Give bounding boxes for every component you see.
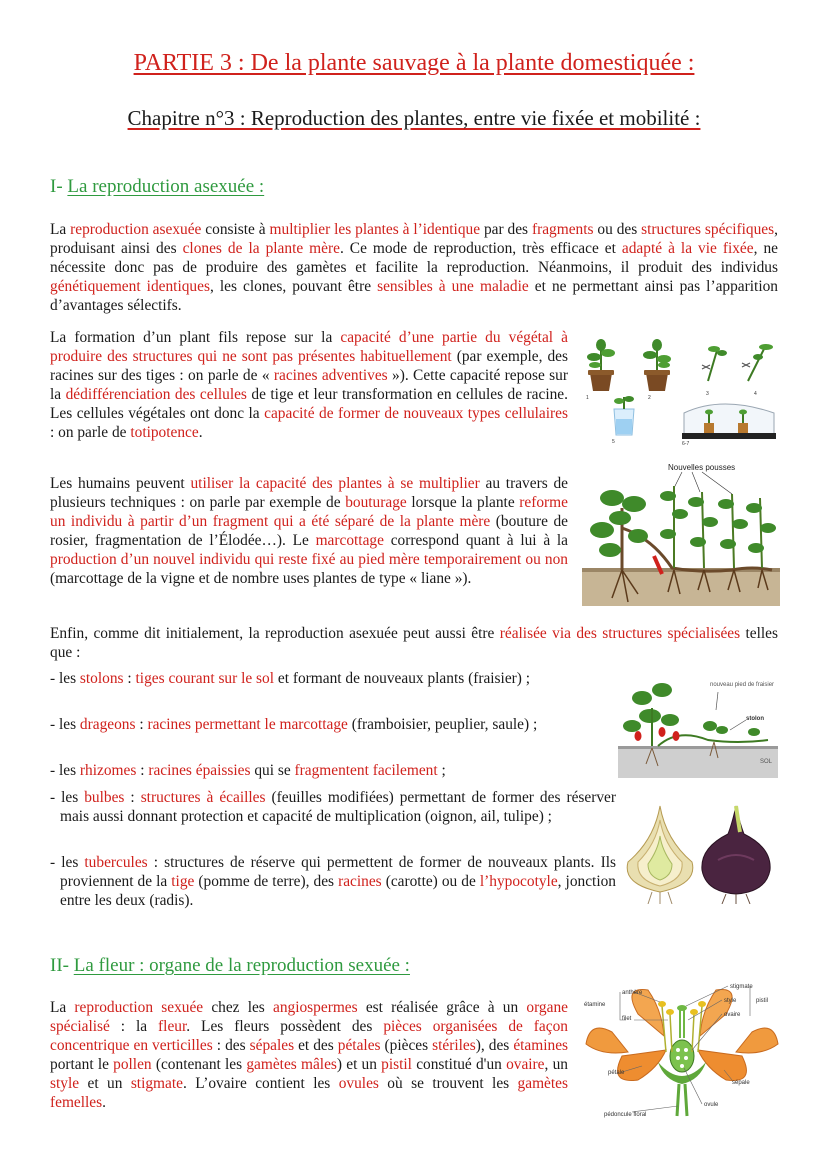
section-1-title: La reproduction asexuée :	[67, 176, 265, 197]
list-item-bulbes	[50, 788, 616, 826]
highlighted-term: multiplier les plantes à l’identique	[269, 221, 481, 238]
text-run: - les	[50, 762, 80, 779]
pot-plant-icon	[587, 339, 615, 391]
highlighted-term: racines épaissies	[148, 762, 251, 779]
layering-figure	[582, 458, 780, 606]
highlighted-term: sépales	[249, 1037, 295, 1054]
label-petale: pétale	[608, 1070, 625, 1076]
highlighted-term: gamètes mâles	[246, 1056, 337, 1073]
highlighted-term: clones de la plante mère	[182, 240, 340, 257]
label-ovule: ovule	[704, 1102, 719, 1108]
highlighted-term: fragmentent facilement	[294, 762, 438, 779]
highlighted-term: racines permettant le marcottage	[147, 716, 348, 733]
highlighted-term: reproduction sexuée	[74, 999, 204, 1016]
highlighted-term: fleur	[158, 1018, 187, 1035]
highlighted-term: production d’un nouvel individu qui reste fixé au pied mère temporairement ou non	[50, 551, 568, 568]
section-1-heading	[50, 176, 264, 198]
section-2-heading	[50, 955, 410, 977]
highlighted-term: structures à écailles	[140, 789, 266, 806]
section-2-title: La fleur : organe de la reproduction sexuée :	[73, 955, 410, 976]
text-run: :	[135, 716, 148, 733]
highlighted-term: bouturage	[345, 494, 407, 511]
flower-illustration	[586, 990, 778, 1117]
text-run: et ne permettant ainsi pas l’apparition d’avantages sélectifs.	[50, 278, 778, 314]
text-run: - les	[50, 854, 85, 871]
text-run: :	[124, 789, 141, 806]
step-label: 2	[648, 395, 651, 401]
stolon-label: stolon	[746, 716, 764, 722]
highlighted-term: drageons	[79, 716, 136, 733]
highlighted-term: adapté à la vie fixée	[621, 240, 754, 257]
step-label: 6-7	[682, 441, 690, 447]
highlighted-term: stigmate	[130, 1075, 183, 1092]
text-run: La	[50, 221, 71, 238]
bulbs-figure	[622, 800, 778, 904]
label-pedoncule: pédoncule floral	[604, 1112, 647, 1118]
pot-plant-icon	[643, 339, 671, 391]
highlighted-term: gamètes femelles	[50, 1075, 568, 1111]
text-run: - les	[50, 716, 80, 733]
text-run: portant le	[50, 1056, 114, 1073]
text-run: consiste à	[201, 221, 270, 238]
paragraph-flower	[50, 998, 568, 1112]
text-run: . Les fleurs possèdent des	[186, 1018, 384, 1035]
highlighted-term: totipotence	[130, 424, 199, 441]
text-run: (marcottage de la vigne et de nombre uses plantes de type « liane »).	[50, 570, 472, 587]
highlighted-term: racines adventives	[273, 367, 388, 384]
text-run: de tige et leur transformation en cellules de racine. Les cellules végétales ont donc la	[50, 386, 568, 422]
text-run: , les clones, pouvant être	[209, 278, 378, 295]
highlighted-term: tige	[171, 873, 195, 890]
paragraph-totipotence	[50, 328, 568, 442]
highlighted-term: capacité de former de nouveaux types cellulaires	[264, 405, 568, 422]
cut-stem-icon	[742, 344, 773, 381]
text-run: »). Cette capacité repose sur la	[50, 367, 568, 403]
highlighted-term: sensibles à une maladie	[377, 278, 529, 295]
text-run: (contenant les	[151, 1056, 247, 1073]
highlighted-term: utiliser la capacité des plantes à se multiplier	[190, 475, 480, 492]
cut-stem-icon	[702, 346, 727, 381]
list-item-tubercules	[50, 853, 616, 910]
text-run: La	[50, 999, 75, 1016]
text-run: (feuilles modifiées) permettant de former des réserver mais aussi donnant protection et capacité de multiplication (oignon, ail, tulipe) ;	[60, 789, 616, 825]
paragraph-cuttings-layering	[50, 474, 568, 588]
text-run: et des	[294, 1037, 338, 1054]
text-run: : structures de réserve qui permettent de former de nouveaux plants. Ils proviennent de la	[60, 854, 616, 890]
highlighted-term: tiges courant sur le sol	[135, 670, 275, 687]
text-run: où se trouvent les	[378, 1075, 518, 1092]
step-label: 1	[586, 395, 589, 401]
text-run: , un	[544, 1056, 568, 1073]
highlighted-term: stolons	[79, 670, 124, 687]
water-glass-icon	[614, 396, 634, 435]
text-run: :	[123, 670, 136, 687]
highlighted-term: marcottage	[315, 532, 384, 549]
stolon-figure	[618, 668, 778, 778]
list-item-stolons	[50, 669, 616, 688]
text-run: ou des	[593, 221, 642, 238]
highlighted-term: pétales	[337, 1037, 381, 1054]
text-run: . Ce mode de reproduction, très efficace et	[339, 240, 622, 257]
section-2-number: II-	[50, 955, 69, 976]
text-run: Les humains peuvent	[50, 475, 191, 492]
new-shoots-label: Nouvelles pousses	[668, 463, 736, 472]
highlighted-term: pistil	[381, 1056, 412, 1073]
step-label: 4	[754, 391, 757, 397]
highlighted-term: bulbes	[84, 789, 125, 806]
text-run: : on parle de	[50, 424, 131, 441]
highlighted-term: organe spécialisé	[50, 999, 568, 1035]
cuttings-steps-figure	[582, 335, 782, 447]
label-pistil: pistil	[756, 998, 769, 1004]
text-run: (bouture de rosier, fragmentation de l’Élodée…). Le	[50, 513, 568, 549]
highlighted-term: angiospermes	[272, 999, 358, 1016]
highlighted-term: ovules	[338, 1075, 379, 1092]
text-run: - les	[50, 789, 85, 806]
text-run: constitué d'un	[411, 1056, 507, 1073]
label-style: style	[724, 998, 737, 1004]
text-run: qui se	[250, 762, 295, 779]
new-plant-label-text: nouveau pied de fraisier	[710, 682, 775, 688]
hyacinth-bulb-icon	[702, 806, 770, 904]
text-run: et formant de nouveaux plants (fraisier) ;	[274, 670, 531, 687]
list-item-rhizomes	[50, 761, 616, 780]
soil-label: SOL	[760, 759, 773, 765]
highlighted-term: dédifférenciation des cellules	[65, 386, 247, 403]
text-run: correspond quant à lui à la	[383, 532, 568, 549]
highlighted-term: tubercules	[84, 854, 148, 871]
highlighted-term: racines	[338, 873, 382, 890]
text-run: telles que :	[50, 625, 779, 661]
text-run: (pièces	[380, 1037, 433, 1054]
label-filet: filet	[622, 1016, 632, 1022]
paragraph-specialized-structures	[50, 624, 778, 662]
text-run: ) et un	[336, 1056, 382, 1073]
text-run: et un	[79, 1075, 131, 1092]
section-1-number: I-	[50, 176, 63, 197]
highlighted-term: reproduction asexuée	[70, 221, 202, 238]
text-run: - les	[50, 670, 80, 687]
page-title: PARTIE 3 : De la plante sauvage à la plante domestiquée :	[133, 50, 695, 76]
text-run: , ne nécessite donc pas de produire des gamètes et facilite la reproduction. Néanmoins, il produit des individus	[50, 240, 778, 276]
text-run: (carotte) ou de	[381, 873, 480, 890]
highlighted-term: reforme un individu à partir d’un fragment qui a été séparé de la plante mère	[50, 494, 568, 530]
label-stigmate: stigmate	[730, 984, 753, 990]
label-ovaire: ovaire	[724, 1012, 741, 1018]
onion-bulb-cut-icon	[627, 806, 693, 904]
list-item-drageons	[50, 715, 616, 734]
text-run: (framboisier, peuplier, saule) ;	[347, 716, 538, 733]
text-run: . L’ovaire contient les	[182, 1075, 339, 1092]
text-run: par des	[480, 221, 532, 238]
greenhouse-tray-icon	[682, 404, 776, 439]
new-plant-label	[710, 682, 774, 688]
label-etamine: étamine	[584, 1002, 606, 1008]
highlighted-term: réalisée via des structures spécialisées	[499, 625, 741, 642]
highlighted-term: pollen	[113, 1056, 152, 1073]
highlighted-term: l’hypocotyle	[479, 873, 558, 890]
text-run: La formation d’un plant fils repose sur la	[50, 329, 341, 346]
text-run: :	[136, 762, 149, 779]
text-run: (par exemple, des racines sur des tiges : on parle de «	[50, 348, 568, 384]
text-run: (pomme de terre), des	[194, 873, 339, 890]
text-run: Enfin, comme dit initialement, la reproduction asexuée peut aussi être	[50, 625, 500, 642]
text-run: ), des	[475, 1037, 514, 1054]
text-run: : la	[109, 1018, 159, 1035]
text-run: au travers de plusieurs techniques : on parle par exemple de	[50, 475, 568, 511]
step-label: 3	[706, 391, 709, 397]
highlighted-term: rhizomes	[79, 762, 137, 779]
chapter-title: Chapitre n°3 : Reproduction des plantes, entre vie fixée et mobilité :	[127, 106, 701, 130]
label-sepale: sépale	[732, 1080, 750, 1086]
highlighted-term: étamines	[513, 1037, 569, 1054]
highlighted-term: génétiquement identiques	[50, 278, 210, 295]
highlighted-term: stériles	[432, 1037, 476, 1054]
highlighted-term: style	[50, 1075, 80, 1092]
highlighted-term: structures spécifiques	[641, 221, 775, 238]
step-label: 5	[612, 439, 615, 445]
text-run: : des	[212, 1037, 250, 1054]
flower-anatomy-figure	[582, 980, 782, 1120]
text-run: ;	[437, 762, 446, 779]
text-run: , jonction entre les deux (radis).	[60, 873, 616, 909]
text-run: est réalisée grâce à un	[357, 999, 527, 1016]
text-run: , produisant ainsi des	[50, 221, 778, 257]
text-run: chez les	[203, 999, 273, 1016]
highlighted-term: pièces organisées de façon concentrique en verticilles	[50, 1018, 568, 1054]
highlighted-term: capacité d’une partie du végétal à produire des structures qui ne sont pas présentes habituellement	[50, 329, 568, 365]
label-anthere: anthère	[622, 990, 643, 996]
text-run: .	[198, 424, 203, 441]
highlighted-term: ovaire	[506, 1056, 545, 1073]
text-run: .	[102, 1094, 106, 1111]
paragraph-asexual-intro	[50, 220, 778, 315]
text-run: lorsque la plante	[406, 494, 520, 511]
highlighted-term: fragments	[531, 221, 594, 238]
